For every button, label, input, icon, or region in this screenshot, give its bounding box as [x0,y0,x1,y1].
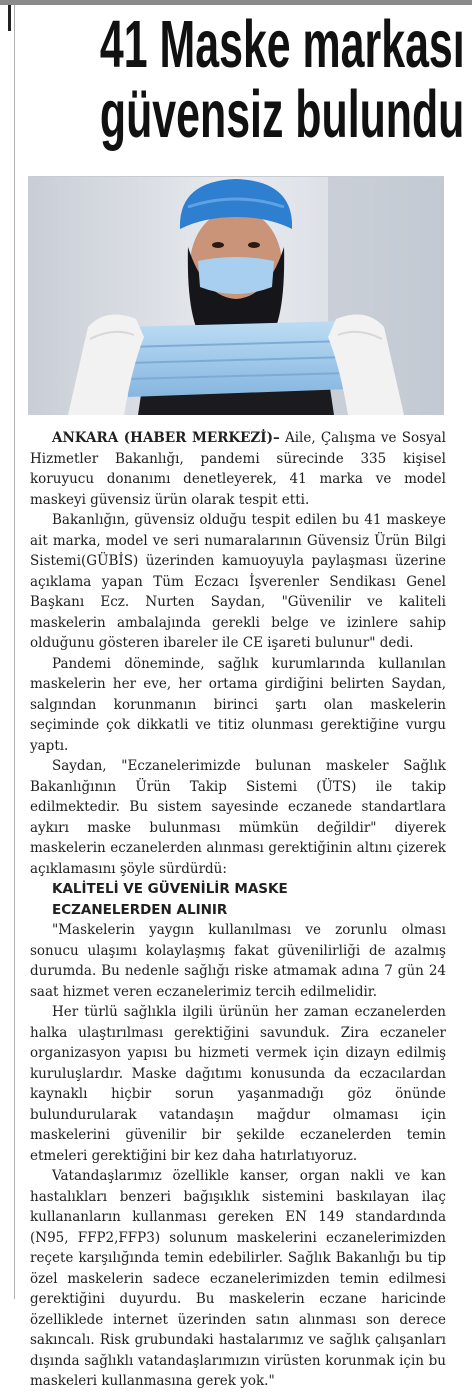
subheading [30,879,446,920]
paragraph-5: "Maskelerin yaygın kullanılması ve zorunlu olması sonucu ulaşımı kolaylaşmış fakat güvenilirliği de azalmış durumda. Bu nedenle sağlığı riske atmamak adına 7 gün 24 saat hizmet veren eczanelerimiz tercih edilmelidir. [30,922,446,1000]
left-column-rule [0,5,15,1299]
left-rule-cap [0,5,11,31]
held-mask [124,321,350,397]
headline-line-1: 41 Maske markası [99,7,465,82]
dateline: ANKARA (HABER MERKEZİ)– [52,430,280,446]
paragraph-1 [30,428,446,510]
photo-illustration [28,177,444,415]
top-rule [0,0,472,5]
worn-mask [198,257,274,294]
right-eye [248,242,260,248]
article-body [30,428,446,1392]
subheading-line-2: ECZANELERDEN ALINIR [52,901,228,918]
headline [99,7,465,152]
left-eye [212,242,224,248]
article-photo [28,176,444,415]
paragraph-4: Saydan, "Eczanelerimizde bulunan maskeler Sağlık Bakanlığının Ürün Takip Sistemi (ÜTS) ile takip edilmektedir. Bu sistem sayesinde eczanede standartlara aykırı maske bulunması mümkün değildir" diyerek maskelerin eczanelerden alınması gerektiğinin altını çizerek açıklamasını şöyle sürdürdü: [30,758,446,877]
subheading-line-1: KALİTELİ VE GÜVENİLİR MASKE [52,881,288,897]
paragraph-3: Pandemi döneminde, sağlık kurumlarında kullanılan maskelerin her eve, her ortama girdiğini belirten Saydan, salgından korunmanın birinci şartı olan maskelerin seçiminde çok dikkatli ve titiz olunması gerektiğine vurgu yaptı. [30,655,446,754]
paragraph-7: Vatandaşlarımız özellikle kanser, organ nakli ve kan hastalıkları benzeri bağışıklık sistemini baskılayan ilaç kullananların kullanması gereken EN 149 standardında (N95, FFP2,FFP3) solunum maskelerini eczanelerimizden reçete karşılığında temin edebilirler. Sağlık Bakanlığı bu tip özel maskelerin sadece eczanelerimizden temin edilmesi gerektiğini duyurdu. Bu maskelerin eczane haricinde özelliklede internet üzerinden satın alınması son derece sakıncalı. Risk grubundaki hastalarımız ve sağlık çalışanları dışında sağlıklı vatandaşlarımızın virüsten korunmak için bu maskeleri kullanmasına gerek yok." [30,1168,446,1389]
paragraph-6: Her türlü sağlıkla ilgili ürünün her zaman eczanelerden halka ulaştırılması gerektiğini savunduk. Zira eczaneler organizasyon yapısı bu hizmeti vermek için dizayn edilmiş kuruluşlardır. Maske dağıtımı konusunda da eczacılardan kaynaklı hiçbir sorun yaşanmadığı göz önünde bulundurularak vatandaşın mağdur olmaması için maskelerini güvenilir bir şekilde eczanelerden temin etmeleri gerektiğini bir kez daha hatırlatıyoruz. [30,1004,446,1164]
headline-line-2: güvensiz bulundu [99,77,465,152]
paragraph-1-text: Aile, Çalışma ve Sosyal Hizmetler Bakanlığı, pandemi sürecinde 335 kişisel koruyucu donanımı denetleyerek, 41 marka ve model maskeyi güvensiz ürün olarak tespit etti. [30,430,446,508]
paragraph-2: Bakanlığın, güvensiz olduğu tespit edilen bu 41 maskeye ait marka, model ve seri numaralarının Güvensiz Ürün Bilgi Sistemi(GÜBİS) üzerinden kamuoyuyla paylaşması üzerine açıklama yapan Tüm Eczacı İşverenler Sendikası Genel Başkanı Ecz. Nurten Saydan, "Güvenilir ve kaliteli maskelerin ambalajında gerekli belge ve izinlere sahip olduğunu gösteren ibareler ile CE işareti bulunur" dedi. [30,512,446,651]
